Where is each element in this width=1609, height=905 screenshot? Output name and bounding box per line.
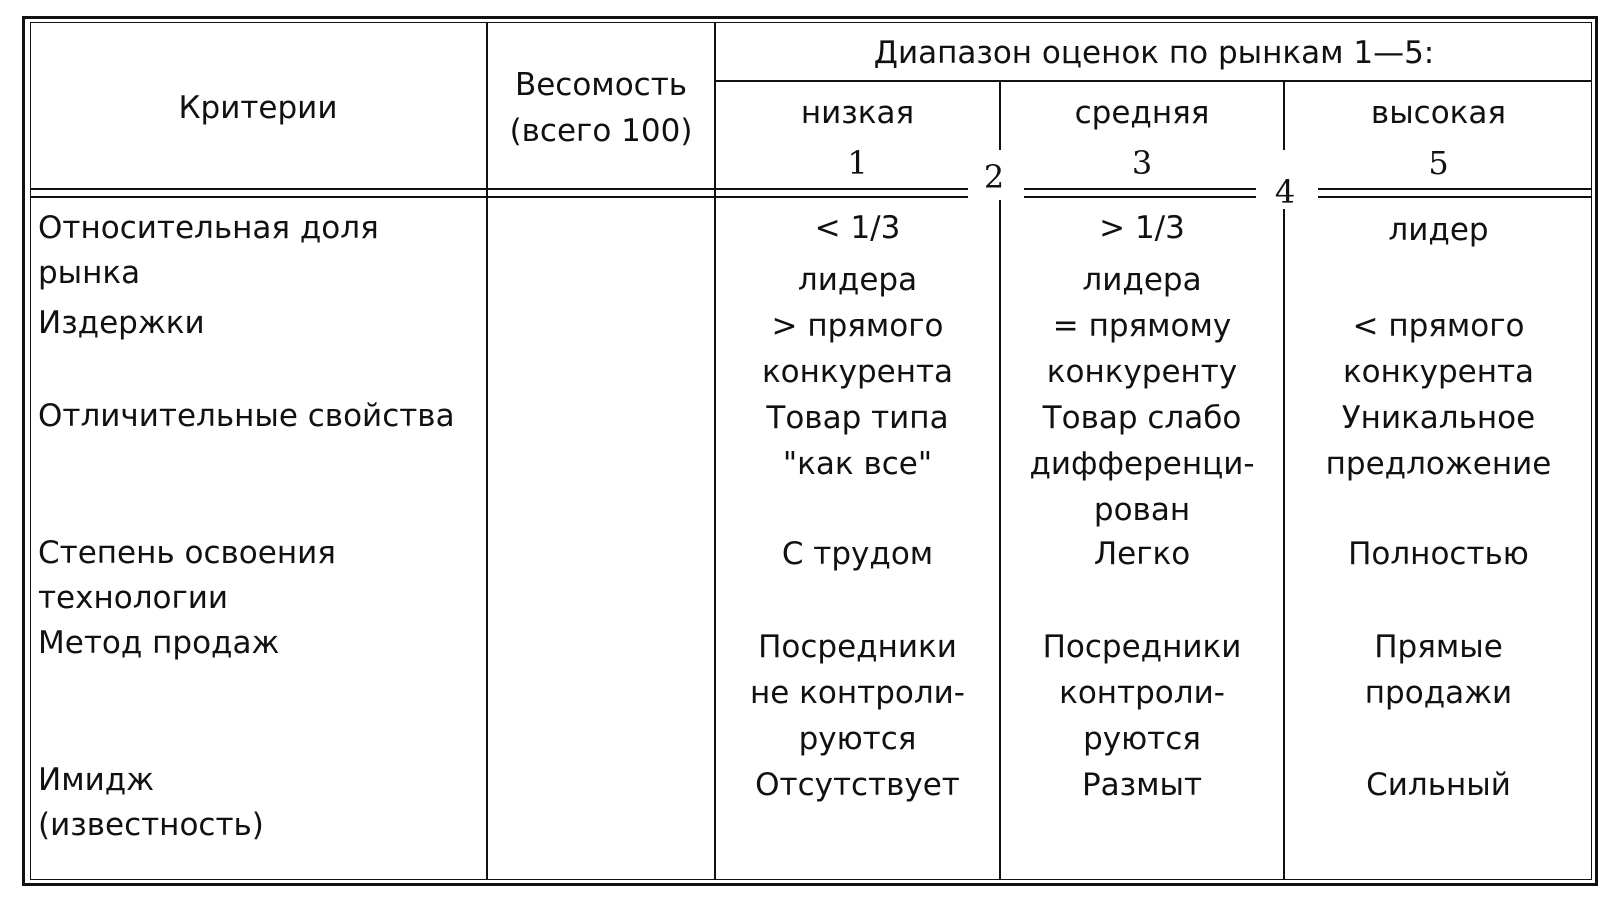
low-distinctive-line1: Товар типа (766, 400, 949, 436)
header-score-2: 2 (979, 160, 1009, 194)
criterion-distinctive-features: Отличительные свойства (38, 398, 455, 434)
header-rule-right (1318, 188, 1592, 190)
mid-sales-line2: контроли- (1059, 675, 1225, 711)
header-weight-line2: (всего 100) (509, 113, 693, 149)
header-score-4: 4 (1270, 175, 1300, 209)
low-costs-line2: конкурента (761, 354, 954, 390)
low-image: Отсутствует (755, 767, 960, 803)
low-distinctive-line2: "как все" (782, 446, 933, 482)
mid-sales-line1: Посредники (1042, 629, 1242, 665)
low-sales-line2: не контроли- (749, 675, 965, 711)
mid-technology: Легко (1093, 536, 1191, 572)
criterion-sales-method: Метод продаж (38, 625, 280, 661)
low-costs-line1: > прямого (771, 308, 944, 344)
mid-distinctive-line2: дифференци- (1029, 446, 1255, 482)
high-market-share: лидер (1388, 212, 1489, 248)
high-costs-line1: < прямого (1352, 308, 1525, 344)
criterion-costs: Издержки (38, 305, 205, 341)
criterion-technology-line2: технологии (38, 580, 229, 616)
mid-distinctive-line3: рован (1093, 492, 1191, 528)
low-sales-line1: Посредники (758, 629, 957, 665)
mid-sales-line3: руются (1083, 721, 1201, 757)
criterion-technology-line1: Степень освоения (38, 535, 336, 571)
high-distinctive-line1: Уникальное (1341, 400, 1536, 436)
header-rule-left (30, 188, 968, 190)
header-range-title: Диапазон оценок по рынкам 1—5: (873, 35, 1435, 71)
criterion-image-line2: (известность) (38, 807, 264, 843)
header-rule-mid (1024, 188, 1256, 190)
header-criteria: Критерии (178, 90, 338, 126)
low-sales-line3: руются (798, 721, 917, 757)
header-score-5: 5 (1428, 144, 1449, 182)
mid-costs-line1: = прямому (1052, 308, 1232, 344)
header-level-low: низкая (800, 95, 915, 131)
range-title-underline (716, 80, 1592, 82)
mid-costs-line2: конкуренту (1046, 354, 1238, 390)
high-sales-line1: Прямые (1374, 629, 1503, 665)
header-level-mid: средняя (1074, 95, 1210, 131)
criterion-market-share-line2: рынка (38, 255, 141, 291)
mid-market-share-line1: > 1/3 (1099, 210, 1185, 246)
high-image: Сильный (1366, 767, 1511, 803)
high-distinctive-line2: предложение (1325, 446, 1552, 482)
high-sales-line2: продажи (1364, 675, 1513, 711)
low-market-share-line1: < 1/3 (814, 210, 901, 246)
mid-distinctive-line1: Товар слабо (1042, 400, 1242, 436)
header-rule-right-2 (1318, 196, 1592, 198)
header-score-3: 3 (1131, 144, 1153, 182)
low-technology: С трудом (781, 536, 934, 572)
header-score-1: 1 (847, 144, 868, 182)
high-costs-line2: конкурента (1342, 354, 1535, 390)
high-technology: Полностью (1348, 536, 1529, 572)
header-weight-line1: Весомость (514, 67, 688, 103)
header-level-high: высокая (1370, 95, 1507, 131)
mid-image: Размыт (1081, 767, 1203, 803)
low-market-share-line2: лидера (797, 262, 918, 298)
header-rule-mid-2 (1024, 196, 1256, 198)
criterion-market-share-line1: Относительная доля (38, 210, 379, 246)
header-rule-left-2 (30, 196, 968, 198)
criterion-image-line1: Имидж (38, 762, 155, 798)
mid-market-share-line2: лидера (1082, 262, 1202, 298)
